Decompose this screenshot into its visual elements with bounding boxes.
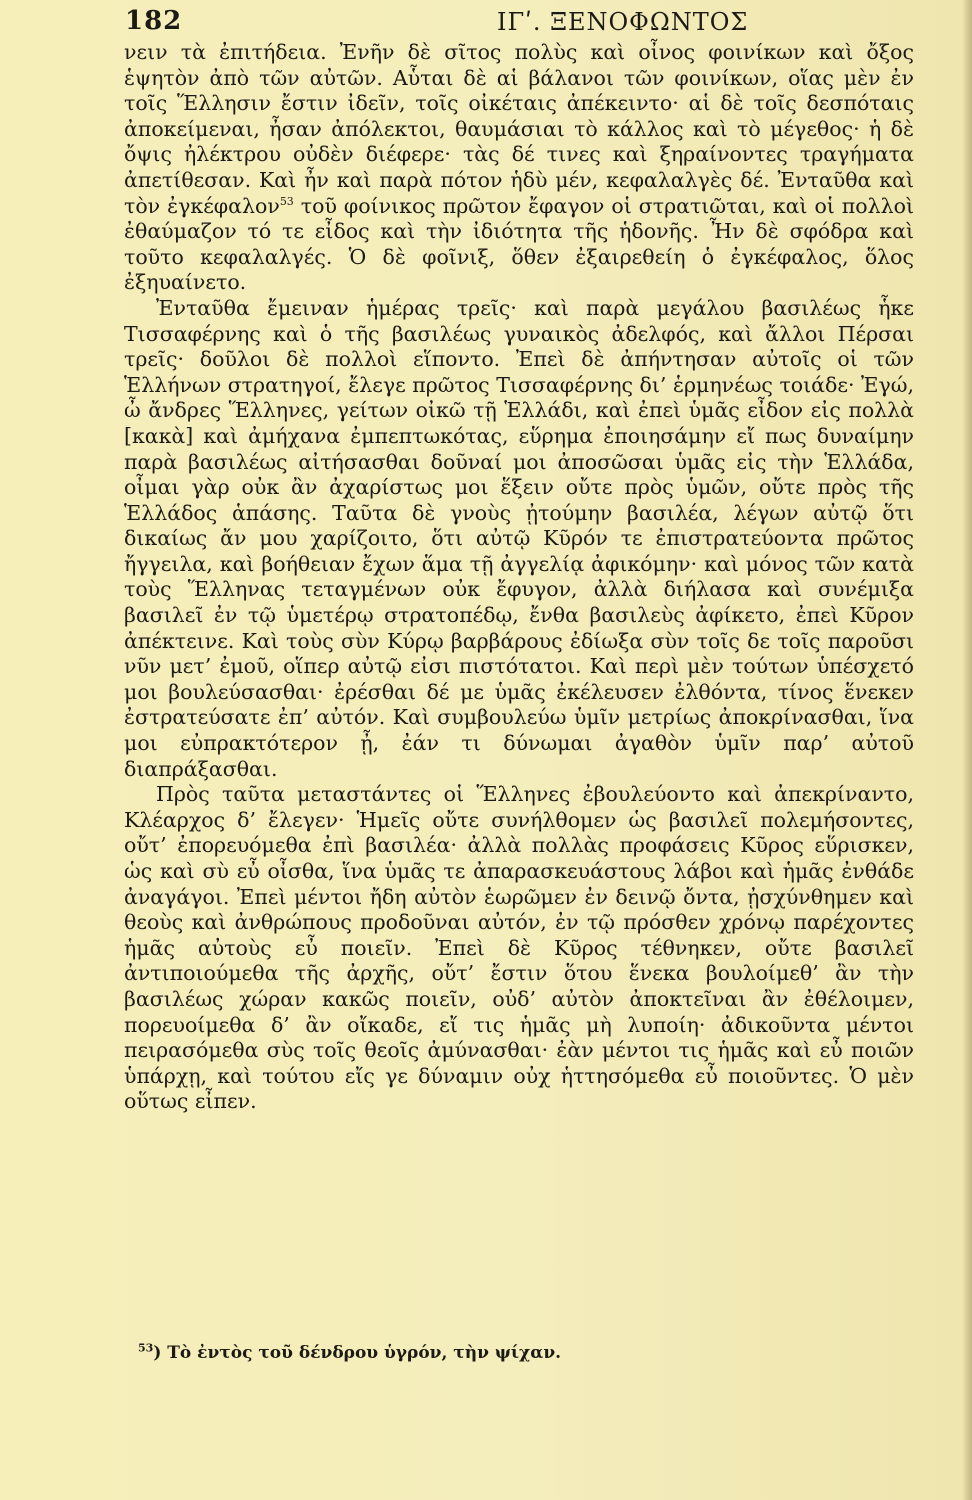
paragraph-1-part-a: νειν τὰ ἐπιτήδεια. Ἐνῆν δὲ σῖτος πολὺς καὶ οἶνος φοινίκων καὶ ὄξος ἑψητὸν ἀπὸ τῶν αὐτῶν. Αὗται δὲ αἱ βάλανοι τῶν φοινίκων, οἵας μὲν ἐν τοῖς Ἕλλησιν ἔστιν ἰδεῖν, τοῖς οἰκέταις ἀπέκειντο· αἱ δὲ τοῖς δεσπόταις ἀποκείμεναι, ἦσαν ἀπόλεκτοι, θαυμάσιαι τὸ κάλλος καὶ τὸ μέγεθος· ἡ δὲ ὄψις ἠλέκτρου οὐδὲν διέφερε· τὰς δέ τινες καὶ ξηραίνοντες τραγήματα ἀπετίθεσαν. Καὶ ἦν καὶ παρὰ πότον ἡδὺ μέν, κεφαλαλγὲς δέ. Ἐνταῦθα καὶ τὸν ἐγκέφαλον — [124, 40, 914, 218]
page-edge-shadow — [962, 0, 972, 1500]
footnote-reference: 53 — [279, 194, 294, 208]
main-text — [124, 40, 914, 1115]
paragraph-1 — [124, 40, 914, 296]
footnote-text: ) Τὸ ἐντὸς τοῦ δένδρου ὑγρόν, τὴν ψίχαν. — [153, 1343, 562, 1363]
footnote — [138, 1342, 898, 1364]
paragraph-1-part-b: τοῦ φοίνικος πρῶτον ἔφαγον οἱ στρατιῶται, καὶ οἱ πολλοὶ ἐθαύμαζον τό τε εἶδος καὶ τὴν ἰδιότητα τῆς ἡδονῆς. Ἦν δὲ σφόδρα καὶ τοῦτο κεφαλαλγές. Ὁ δὲ φοῖνιξ, ὅθεν ἐξαιρεθείη ὁ ἐγκέφαλος, ὅλος ἐξηυαίνετο. — [124, 193, 914, 295]
page-number: 182 — [125, 6, 183, 36]
running-title: ΙΓʹ. ΞΕΝΟΦΩΝΤΟΣ — [497, 8, 749, 36]
paragraph-2: Ἐνταῦθα ἔμειναν ἡμέρας τρεῖς· καὶ παρὰ μεγάλου βασιλέως ἧκε Τισσαφέρνης καὶ ὁ τῆς βασιλέως γυναικὸς ἀδελφός, καὶ ἄλλοι Πέρσαι τρεῖς· δοῦλοι δὲ πολλοὶ εἵποντο. Ἐπεὶ δὲ ἀπήντησαν αὐτοῖς οἱ τῶν Ἑλλήνων στρατηγοί, ἔλεγε πρῶτος Τισσαφέρνης δι’ ἑρμηνέως τοιάδε· Ἐγώ, ὦ ἄνδρες Ἕλληνες, γείτων οἰκῶ τῇ Ἑλλάδι, καὶ ἐπεὶ ὑμᾶς εἶδον εἰς πολλὰ [κακὰ] καὶ ἀμήχανα ἐμπεπτωκότας, εὕρημα ἐποιησάμην εἴ πως δυναίμην παρὰ βασιλέως αἰτήσασθαι δοῦναί μοι ἀποσῶσαι ὑμᾶς εἰς τὴν Ἑλλάδα, οἶμαι γὰρ οὐκ ἂν ἀχαρίστως μοι ἕξειν οὔτε πρὸς ὑμῶν, οὔτε πρὸς τῆς Ἑλλάδος ἁπάσης. Ταῦτα δὲ γνοὺς ᾐτούμην βασιλέα, λέγων αὐτῷ ὅτι δικαίως ἄν μου χαρίζοιτο, ὅτι αὐτῷ Κῦρόν τε ἐπιστρατεύοντα πρῶτος ἤγγειλα, καὶ βοήθειαν ἔχων ἅμα τῇ ἀγγελίᾳ ἀφικόμην· καὶ μόνος τῶν κατὰ τοὺς Ἕλληνας τεταγμένων οὐκ ἔφυγον, ἀλλὰ διήλασα καὶ συνέμιξα βασιλεῖ ἐν τῷ ὑμετέρῳ στρατοπέδῳ, ἔνθα βασιλεὺς ἀφίκετο, ἐπεὶ Κῦρον ἀπέκτεινε. Καὶ τοὺς σὺν Κύρῳ βαρβάρους ἐδίωξα σὺν τοῖς δε τοῖς παροῦσι νῦν μετ’ ἐμοῦ, οἵπερ αὐτῷ εἰσι πιστότατοι. Καὶ περὶ μὲν τούτων ὑπέσχετό μοι βουλεύσασθαι· ἐρέσθαι δέ με ὑμᾶς ἐκέλευσεν ἐλθόντα, τίνος ἕνεκεν ἐστρατεύσατε ἐπ’ αὐτόν. Καὶ συμβουλεύω ὑμῖν μετρίως ἀποκρίνασθαι, ἵνα μοι εὐπρακτότερον ᾖ, ἐάν τι δύνωμαι ἀγαθὸν ὑμῖν παρ’ αὐτοῦ διαπράξασθαι. — [124, 295, 914, 781]
footnote-marker: 53 — [138, 1341, 154, 1355]
paragraph-3: Πρὸς ταῦτα μεταστάντες οἱ Ἕλληνες ἐβουλεύοντο καὶ ἀπεκρίναντο, Κλέαρχος δ’ ἔλεγεν· Ἡμεῖς οὔτε συνήλθομεν ὡς βασιλεῖ πολεμήσοντες, οὔτ’ ἐπορευόμεθα ἐπὶ βασιλέα· ἀλλὰ πολλὰς προφάσεις Κῦρος εὕρισκεν, ὡς καὶ σὺ εὖ οἶσθα, ἵνα ὑμᾶς τε ἀπαρασκευάστους λάβοι καὶ ἡμᾶς ἐνθάδε ἀναγάγοι. Ἐπεὶ μέντοι ἤδη αὐτὸν ἑωρῶμεν ἐν δεινῷ ὄντα, ᾐσχύνθημεν καὶ θεοὺς καὶ ἀνθρώπους προδοῦναι αὐτόν, ἐν τῷ πρόσθεν χρόνῳ παρέχοντες ἡμᾶς αὐτοὺς εὖ ποιεῖν. Ἐπεὶ δὲ Κῦρος τέθνηκεν, οὔτε βασιλεῖ ἀντιποιούμεθα τῆς ἀρχῆς, οὔτ’ ἔστιν ὅτου ἕνεκα βουλοίμεθ’ ἂν τὴν βασιλέως χώραν κακῶς ποιεῖν, οὐδ’ αὐτὸν ἀποκτεῖναι ἂν ἐθέλοιμεν, πορευοίμεθα δ’ ἂν οἴκαδε, εἴ τις ἡμᾶς μὴ λυποίη· ἀδικοῦντα μέντοι πειρασόμεθα σὺς τοῖς θεοῖς ἀμύνασθαι· ἐὰν μέντοι τις ἡμᾶς καὶ εὖ ποιῶν ὑπάρχῃ, καὶ τούτου εἴς γε δύναμιν οὐχ ἡττησόμεθα εὖ ποιοῦντες. Ὁ μὲν οὕτως εἶπεν. — [124, 782, 914, 1114]
page-header — [125, 6, 917, 40]
